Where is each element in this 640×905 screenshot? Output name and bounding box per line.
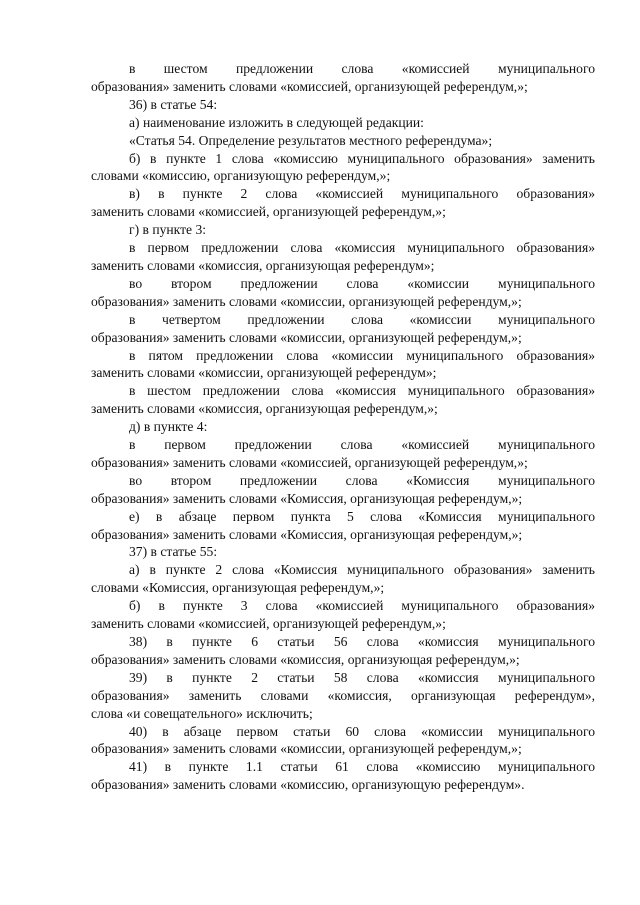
- text-line: заменить словами «комиссия, организующая референдум,»;: [91, 401, 438, 417]
- text-line: б) в пункте 1 слова «комиссию муниципального образования» заменить: [129, 150, 595, 166]
- paragraph: [91, 561, 595, 597]
- paragraph: [91, 543, 595, 561]
- paragraph: [91, 239, 595, 275]
- text-line: 40) в абзаце первом статьи 60 слова «комиссии муниципального: [129, 723, 595, 739]
- paragraph: [91, 150, 595, 186]
- text-line: в первом предложении слова «комиссией муниципального: [129, 437, 595, 453]
- text-line: словами «комиссию, организующую референдум,»;: [91, 168, 391, 184]
- text-line: е) в абзаце первом пункта 5 слова «Комиссия муниципального: [129, 508, 595, 524]
- text-line: в) в пункте 2 слова «комиссией муниципального образования»: [129, 186, 595, 202]
- text-line: б) в пункте 3 слова «комиссией муниципального образования»: [129, 598, 595, 614]
- text-line: образования» заменить словами «комиссии, организующей референдум,»;: [91, 329, 522, 345]
- text-line: образования» заменить словами «комиссией, организующей референдум,»;: [91, 454, 528, 470]
- paragraph: [91, 382, 595, 418]
- text-line: 37) в статье 55:: [129, 544, 218, 560]
- paragraph: [91, 669, 595, 723]
- text-line: «Статья 54. Определение результатов местного референдума»;: [129, 132, 493, 148]
- paragraph: [91, 472, 595, 508]
- paragraph: [91, 132, 595, 150]
- paragraph: [91, 96, 595, 114]
- paragraph: [91, 436, 595, 472]
- paragraph: [91, 311, 595, 347]
- text-line: образования» заменить словами «Комиссия, организующая референдум,»;: [91, 490, 523, 506]
- paragraph: [91, 633, 595, 669]
- text-line: г) в пункте 3:: [129, 222, 207, 238]
- paragraph: [91, 347, 595, 383]
- paragraph: [91, 418, 595, 436]
- text-line: в шестом предложении слова «комиссия муниципального образования»: [129, 383, 595, 399]
- text-line: образования» заменить словами «комиссию, организующую референдум».: [91, 777, 525, 793]
- text-line: образования» заменить словами «комиссии, организующей референдум,»;: [91, 293, 522, 309]
- text-line: заменить словами «комиссией, организующей референдум,»;: [91, 616, 446, 632]
- text-line: в шестом предложении слова «комиссией муниципального: [129, 61, 595, 76]
- text-line: образования» заменить словами «комиссия, организующая референдум,»;: [91, 651, 520, 667]
- text-line: образования» заменить словами «комиссией, организующей референдум,»;: [91, 78, 528, 94]
- paragraph: [91, 508, 595, 544]
- text-line: во втором предложении слова «комиссии муниципального: [129, 275, 595, 291]
- text-line: словами «Комиссия, организующая референдум,»;: [91, 580, 385, 596]
- text-line: в четвертом предложении слова «комиссии муниципального: [129, 311, 595, 327]
- text-line: образования» заменить словами «комиссия, организующая референдум»,: [91, 687, 595, 703]
- text-line: д) в пункте 4:: [129, 419, 208, 435]
- text-line: в первом предложении слова «комиссия муниципального образования»: [129, 240, 595, 256]
- text-line: заменить словами «комиссия, организующая референдум»;: [91, 257, 435, 273]
- text-line: заменить словами «комиссии, организующей референдум»;: [91, 365, 437, 381]
- text-line: в пятом предложении слова «комиссии муниципального образования»: [129, 347, 595, 363]
- text-line: образования» заменить словами «Комиссия, организующая референдум,»;: [91, 526, 523, 542]
- text-line: 38) в пункте 6 статьи 56 слова «комиссия муниципального: [129, 634, 595, 649]
- document-page: [91, 60, 595, 794]
- paragraph: [91, 275, 595, 311]
- text-line: образования» заменить словами «комиссии, организующей референдум,»;: [91, 741, 522, 757]
- text-line: во втором предложении слова «Комиссия муниципального: [129, 472, 595, 488]
- text-line: слова «и совещательного» исключить;: [91, 705, 313, 721]
- text-line: 41) в пункте 1.1 статьи 61 слова «комиссию муниципального: [129, 759, 595, 775]
- paragraph: [91, 60, 595, 96]
- text-line: 39) в пункте 2 статьи 58 слова «комиссия муниципального: [129, 669, 595, 685]
- text-line: заменить словами «комиссией, организующей референдум,»;: [91, 204, 446, 220]
- paragraph: [91, 723, 595, 759]
- text-line: а) в пункте 2 слова «Комиссия муниципального образования» заменить: [129, 562, 595, 578]
- paragraph: [91, 185, 595, 221]
- text-line: 36) в статье 54:: [129, 96, 218, 112]
- paragraph: [91, 114, 595, 132]
- paragraph: [91, 597, 595, 633]
- paragraph: [91, 758, 595, 794]
- document-body: [91, 60, 595, 794]
- paragraph: [91, 221, 595, 239]
- text-line: а) наименование изложить в следующей редакции:: [129, 114, 424, 130]
